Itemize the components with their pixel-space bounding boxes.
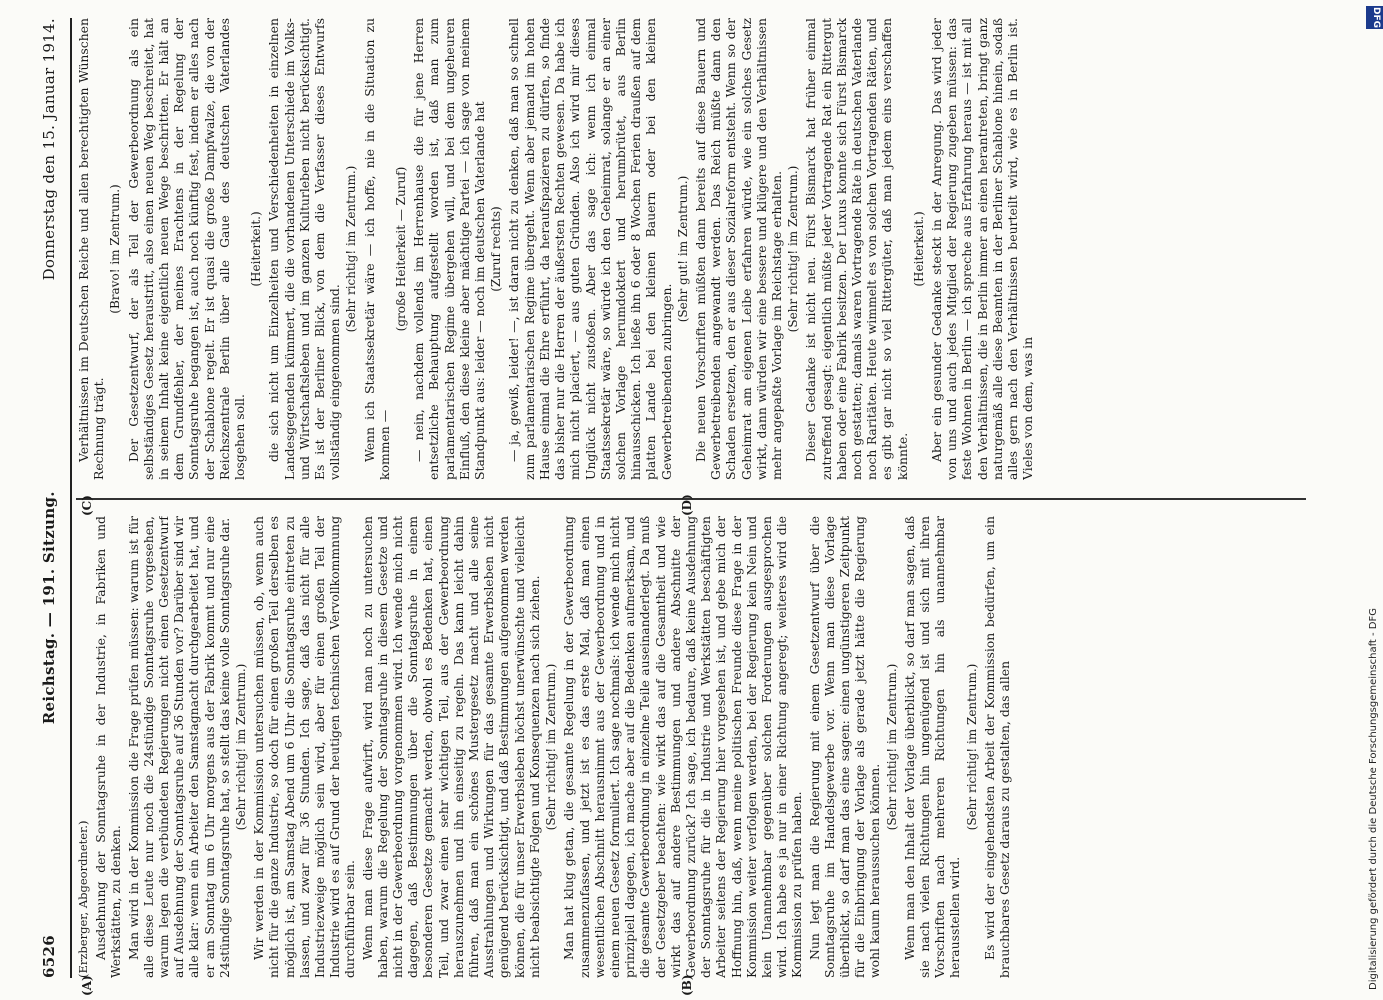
- speaker-label: (Erzberger, Abgeordneter.): [76, 820, 90, 978]
- paragraph: Wenn ich Staatssekretär wäre — ich hoffe, nie in die Situation zu kommen —: [361, 18, 392, 480]
- remark: (große Heiterkeit — Zuruf): [394, 166, 409, 332]
- header-rule: [70, 18, 72, 978]
- remark: (Sehr richtig! im Zentrum.): [884, 663, 899, 831]
- paragraph: die sich nicht um Einzelheiten und Verschiedenheiten in einzelnen Landesgegenden kümmert, die die vorhandenen Unterschiede im Volks- und Wirtschaftsleben und im ganzen Kulturleben nicht berücksichtigt. Es ist der Berliner Blick, von dem die Verfasser dieses Entwurfs vollständig eingenommen sind.: [266, 18, 343, 480]
- paragraph: Nun legt man die Regierung mit einem Gesetzentwurf über die Sonntagsruhe im Handelsgewerbe vor. Wenn man diese Vorlage überblickt, so darf man das eine sagen: einen ungünstigeren Zeitpunkt für die Einbringung der Vorlage als gerade jetzt hätte die Regierung wohl kaum heraussuchen können.: [806, 516, 883, 978]
- remark: (Sehr richtig! im Zentrum.): [234, 663, 249, 831]
- remark: (Sehr gut! im Zentrum.): [675, 175, 690, 323]
- page-content: [40, 18, 1340, 996]
- paragraph: — nein, nachdem vollends im Herrenhause die für jene Herren entsetzliche Behauptung aufgestellt worden ist, daß man zum parlamentarischen Regime übergehen will, und bei dem ungeheuren Einfluß, den diese kleine aber mächtige Partei — ich sage von meinem Standpunkt aus: leider — noch im deutschen Vaterlande hat: [411, 18, 488, 480]
- paragraph: Wir werden in der Kommission untersuchen müssen, ob, wenn auch nicht für die ganze Industrie, so doch für einen großen Teil derselben es möglich ist, am Samstag Abend um 6 Uhr die Sonntagsruhe eintreten zu lassen, und zwar für 36 Stunden. Ich sage, daß das nicht für alle Industriezweige möglich sein wird, aber für einen großen Teil der Industrie wird es auf Grund der heutigen technischen Vervollkommnung durchführbar sein.: [251, 516, 358, 978]
- margin-marker-a: (A): [80, 975, 94, 996]
- session-title: Reichstag. — 191. Sitzung.: [40, 491, 58, 725]
- session-date: Donnerstag den 15. Januar 1914.: [40, 18, 58, 281]
- left-column: [76, 516, 1306, 978]
- page-number: 6526: [40, 935, 58, 978]
- dfg-logo: DFG: [1366, 6, 1383, 29]
- margin-marker-b: (B): [680, 974, 694, 996]
- page-header: [40, 18, 66, 978]
- remark: (Sehr richtig! im Zentrum.): [344, 165, 359, 333]
- remark: (Sehr richtig! im Zentrum.): [786, 165, 801, 333]
- paragraph: Es wird der eingehendsten Arbeit der Kommission bedürfen, um ein brauchbares Gesetz daraus zu gestalten, das allen: [981, 516, 1012, 978]
- remark: (Sehr richtig! im Zentrum.): [964, 663, 979, 831]
- margin-marker-d: (D): [680, 494, 694, 516]
- margin-marker-c: (C): [80, 495, 94, 516]
- right-column: [76, 18, 1306, 480]
- paragraph: Aber ein gesunder Gedanke steckt in der Anregung. Das wird jeder von uns und auch jedes Mitglied der Regierung zugeben müssen: das feste Wohnen in Berlin — ich spreche aus Erfahrung heraus — ist mit all den Verhältnissen, die in Berlin immer an einen herantreten, bringt ganz naturgemäß alle diese Beamten in der Berliner Schablone hinein, sodaß alles gern nach den Verhältnissen beurteilt wird, wie es in Berlin ist. Vieles von dem, was in: [928, 18, 1036, 480]
- paragraph: Man hat klug getan, die gesamte Regelung in der Gewerbeordnung zusammenzufassen, und jetzt ist es das erste Mal, daß man einen wesentlichen Abschnitt herausnimmt aus der Gewerbeordnung und in einem neuen Gesetz formuliert. Ich sage nochmals: ich wende mich nicht prinzipiell dagegen, ich mache aber auf die Bedenken aufmerksam, und die gesamte Gewerbeordnung in einzelne Teile auseinanderlegt. Da muß der Gesetzgeber beachten: wie wirkt das auf die Gesamtheit und wie wirkt das auf andere Bestimmungen und andere Abschnitte der Gewerbeordnung zurück? Ich sage, ich bedaure, daß keine Ausdehnung der Sonntagsruhe für die in Industrie und Werkstätten beschäftigten Arbeiter seitens der Regierung hier vorgesehen ist, und gebe mich der Hoffnung hin, daß, wenn meine politischen Freunde diese Frage in der Kommission weiter verfolgen werden, bei der Regierung kein Nein und kein Unannehmbar gegenüber solchen Forderungen ausgesprochen wird. Ich habe es ja nur in einer Richtung angeregt; weiteres wird die Kommission zu prüfen haben.: [561, 516, 805, 978]
- paragraph: Die neuen Vorschriften müßten dann bereits auf diese Bauern und Gewerbetreibenden angewandt werden. Das Reich müßte dann den Schaden ersetzen, den er aus dieser Sozialreform entsteht. Wenn so der Geheimrat am eigenen Leibe erfahren würde, wie ein solches Gesetz wirkt, dann würden wir eine bessere und klügere und den Verhältnissen mehr angepaßte Vorlage im Reichstage erhalten.: [692, 18, 784, 480]
- remark: (Sehr richtig! im Zentrum.): [544, 663, 559, 831]
- remark: (Bravo! im Zentrum.): [108, 184, 123, 314]
- paragraph: Wenn man den Inhalt der Vorlage überblickt, so darf man sagen, daß sie nach vielen Richtungen hin ungenügend ist und sich mit ihren Vorschriften nach mehreren Richtungen hin als unannehmbar herausstellen wird.: [901, 516, 963, 978]
- remark: (Zuruf rechts): [489, 206, 504, 292]
- paragraph: Verhältnissen im Deutschen Reiche und allen berechtigten Wünschen Rechnung trägt.: [76, 18, 107, 480]
- paragraph: Der Gesetzentwurf, der als Teil der Gewerbeordnung als ein selbständiges Gesetz heraustritt, also einen neuen Weg beschreitet, hat in seinem Inhalt keine eigentlich neuen Wege beschritten. Er hält an dem Grundfehler, der meines Erachtens in der Regelung der Sonntagsruhe begangen ist, auch noch künftig fest, indem er alles nach der Schablone regelt. Er ist quasi die große Dampfwalze, die von der Reichszentrale Berlin über alle Gaue des deutschen Vaterlandes losgehen soll.: [125, 18, 248, 480]
- paragraph: Wenn man diese Frage aufwirft, wird man noch zu untersuchen haben, warum die Regelung der Sonntagsruhe in diesem Gesetze und nicht in der Gewerbeordnung vorgenommen wird. Ich wende mich nicht dagegen, daß Bestimmungen über die Sonntagsruhe in einem besonderen Gesetze gemacht werden, obwohl es Bedenken hat, einen Teil, und zwar einen sehr wichtigen Teil, aus der Gewerbeordnung herauszunehmen und ihn einseitig zu regeln. Das kann leicht dahin führen, daß man ein schönes Mustergesetz macht und alle seine Ausstrahlungen und Wirkungen für das gesamte Erwerbsleben nicht genügend berücksichtigt, und daß Bestimmungen aufgenommen werden können, die für unser Erwerbsleben höchst unerwünschte und vielleicht nicht beabsichtigte Folgen und Konsequenzen nach sich ziehen.: [359, 516, 542, 978]
- remark: (Heiterkeit.): [249, 211, 264, 287]
- paragraph: Dieser Gedanke ist nicht neu. Fürst Bismarck hat früher einmal zutreffend gesagt: eigentlich müßte jeder Vortragende Rat ein Rittergut haben oder eine Fabrik besitzen. Der Luxus konnte sich Fürst Bismarck noch gestatten; damals waren Vortragende Räte in deutschen Vaterlande noch Raritäten. Heute wimmelt es von solchen Vortragenden Räten, und es gibt gar nicht so viel Rittergüter, daß man jedem eins verschaffen könnte.: [803, 18, 910, 480]
- paragraph: Man wird in der Kommission die Frage prüfen müssen: warum ist für alle diese Leute nur noch die 24stündige Sonntagsruhe vorgesehen, warum legen die verbündeten Regierungen nicht einen Gesetzentwurf auf Ausdehnung der Sonntagsruhe auf 36 Stunden vor? Darüber sind wir alle klar: wenn ein Arbeiter den Samstagnacht durchgearbeitet hat, und er am Sonntag um 6 Uhr morgens aus der Fabrik kommt und nur eine 24stündige Sonntagsruhe hat, so stellt das keine volle Sonntagsruhe dar.: [125, 516, 232, 978]
- digitization-note: Digitalisierung gefördert durch die Deutsche Forschungsgemeinschaft - DFG: [1368, 607, 1379, 990]
- remark: (Heiterkeit.): [911, 211, 926, 287]
- paragraph: — ja, gewiß, leider! —, ist daran nicht zu denken, daß man so schnell zum parlamentarischen Regime übergeht. Wenn aber jemand im hohen Hause einmal die Ehre erführt, da heraufspazieren zu dürfen, so finde das bisher nur die Herren der äußersten Rechten gewesen. Da habe ich mich nicht placiert, — aus guten Gründen. Also ich wird mir dieses Unglück nicht zustoßen. Aber das sage ich: wenn ich einmal Staatssekretär wäre, so würde ich den Geheimrat, solange er an einer solchen Vorlage herumdoktert und herumbrütet, aus Berlin hinausschicken. Ich ließe ihn 6 oder 8 Wochen Ferien draußen auf dem platten Lande bei den kleinen Bauern oder bei den kleinen Gewerbetreibenden zubringen.: [506, 18, 674, 480]
- paragraph: Ausdehnung der Sonntagsruhe in der Industrie, in Fabriken und Werkstätten, zu denken.: [93, 516, 124, 978]
